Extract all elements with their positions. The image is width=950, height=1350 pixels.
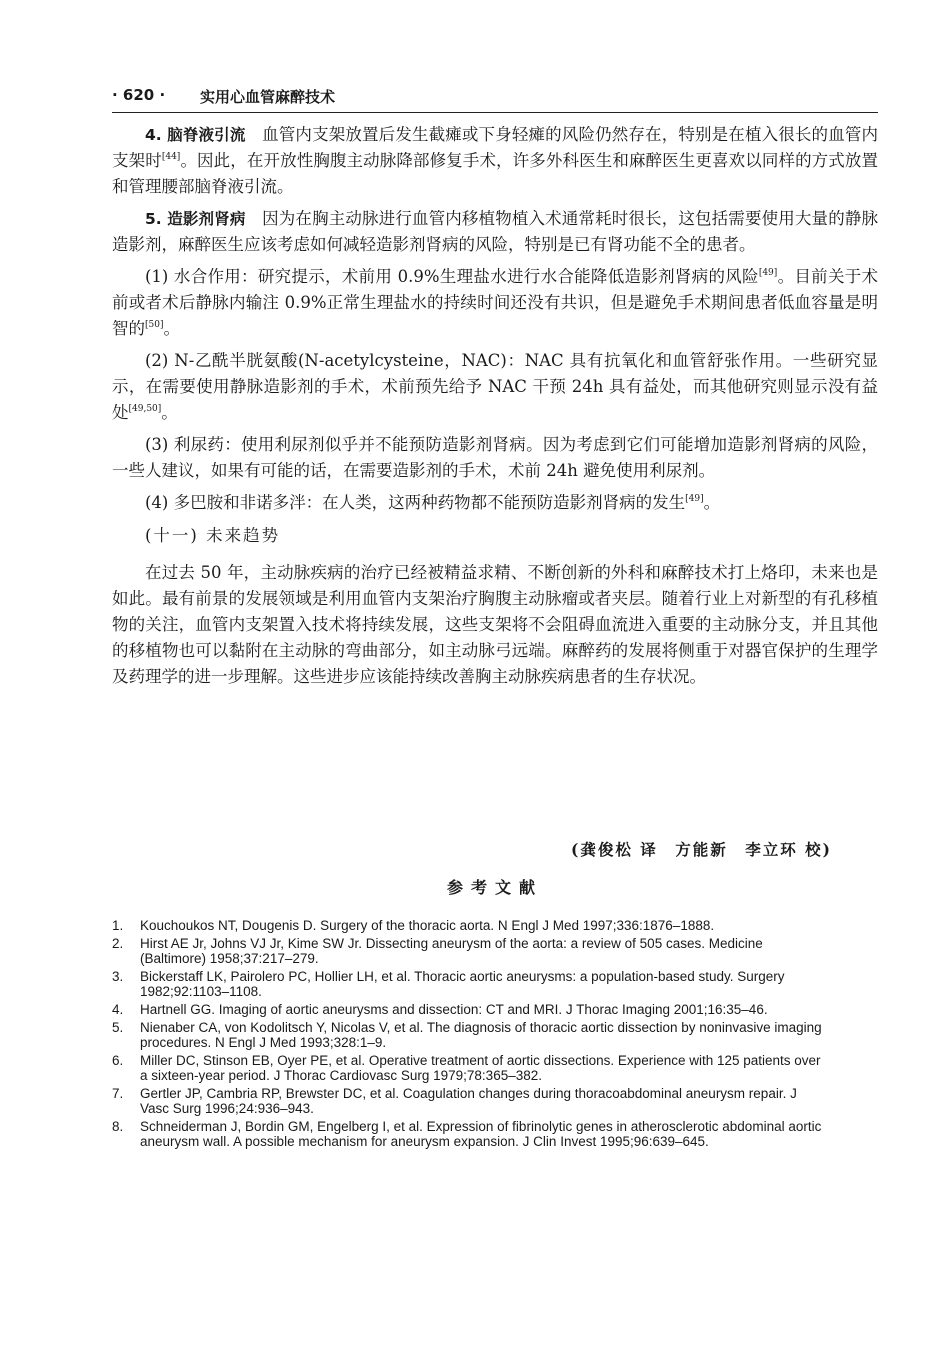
paragraph-hydration: (1) 水合作用：研究提示，术前用 0.9%生理盐水进行水合能降低造影剂肾病的风险[49]。目前关于术前或者术后静脉内输注 0.9%正常生理盐水的持续时间还没有共识，但是避免手术期间患者低血容量是明智的[50]。 — [112, 267, 879, 338]
reference-item: 7. Gertler JP, Cambria RP, Brewster DC, et al. Coagulation changes during thoracoabdominal aneurysm repair. J Vasc Surg 1996;24:936–943. — [112, 1086, 797, 1116]
reference-item: 1. Kouchoukos NT, Dougenis D. Surgery of the thoracic aorta. N Engl J Med 1997;336:1876–1888. — [112, 918, 715, 933]
reference-item: 2. Hirst AE Jr, Johns VJ Jr, Kime SW Jr. Dissecting aneurysm of the aorta: a review of 505 cases. Medicine (Baltimore) 1958;37:217–279. — [112, 936, 763, 966]
translator-credit: (龚俊松 译 方能新 李立环 校) — [571, 840, 832, 859]
reference-item: 3. Bickerstaff LK, Pairolero PC, Hollier LH, et al. Thoracic aortic aneurysms: a population-based study. Surgery 1982;92:1103–1108. — [112, 969, 785, 999]
paragraph-csf-drainage: 4. 脑脊液引流 血管内支架放置后发生截瘫或下身轻瘫的风险仍然存在，特别是在植入很长的血管内支架时[44]。因此，在开放性胸腹主动脉降部修复手术，许多外科医生和麻醉医生更喜欢以同样的方式放置和管理腰部脑脊液引流。 — [112, 125, 879, 196]
body-text — [112, 122, 878, 690]
reference-item: 4. Hartnell GG. Imaging of aortic aneurysms and dissection: CT and MRI. J Thorac Imaging 2001;16:35–46. — [112, 1002, 768, 1017]
reference-list — [112, 918, 828, 1152]
paragraph-future-trends: 在过去 50 年，主动脉疾病的治疗已经被精益求精、不断创新的外科和麻醉技术打上烙印，未来也是如此。最有前景的发展领域是利用血管内支架治疗胸腹主动脉瘤或者夹层。随着行业上对新型的有孔移植物的关注，血管内支架置入技术将持续发展，这些支架将不会阻碍血流进入重要的主动脉分支，并且其他的移植物也可以黏附在主动脉的弯曲部分，如主动脉弓远端。麻醉药的发展将侧重于对器官保护的生理学及药理学的进一步理解。这些进步应该能持续改善胸主动脉疾病患者的生存状况。 — [112, 563, 878, 686]
page-number: · 620 · — [112, 86, 166, 104]
paragraph-contrast-nephropathy: 5. 造影剂肾病 因为在胸主动脉进行血管内移植物植入术通常耗时很长，这包括需要使用大量的静脉造影剂，麻醉医生应该考虑如何减轻造影剂肾病的风险，特别是已有肾功能不全的患者。 — [112, 209, 878, 254]
page-header — [112, 84, 878, 113]
reference-item: 8. Schneiderman J, Bordin GM, Engelberg I, et al. Expression of fibrinolytic genes in atherosclerotic abdominal aortic aneurysm wall. A possible mechanism for aneurysm expansion. J Clin Invest 1995;96:639–645. — [112, 1119, 822, 1149]
reference-item: 6. Miller DC, Stinson EB, Oyer PE, et al. Operative treatment of aortic dissections. Experience with 125 patients over a sixteen-year period. J Thorac Cardiovasc Surg 1979;78:365–382. — [112, 1053, 821, 1083]
reference-item: 5. Nienaber CA, von Kodolitsch Y, Nicolas V, et al. The diagnosis of thoracic aortic dissection by noninvasive imaging procedures. N Engl J Med 1993;328:1–9. — [112, 1020, 822, 1050]
references-heading: 参考文献 — [446, 878, 543, 897]
section-title: (十一) 未来趋势 — [145, 526, 281, 545]
paragraph-diuretics: (3) 利尿药：使用利尿剂似乎并不能预防造影剂肾病。因为考虑到它们可能增加造影剂肾病的风险，一些人建议，如果有可能的话，在需要造影剂的手术，术前 24h 避免使用利尿剂。 — [112, 435, 878, 480]
paragraph-nac: (2) N-乙酰半胱氨酸(N-acetylcysteine，NAC)：NAC 具有抗氧化和血管舒张作用。一些研究显示，在需要使用静脉造影剂的手术，术前预先给予 NAC 干预 24h 具有益处，而其他研究则显示没有益处[49,50]。 — [112, 351, 878, 422]
book-title: 实用心血管麻醉技术 — [200, 88, 336, 106]
paragraph-dopamine: (4) 多巴胺和非诺多泮：在人类，这两种药物都不能预防造影剂肾病的发生[49]。 — [145, 493, 721, 512]
